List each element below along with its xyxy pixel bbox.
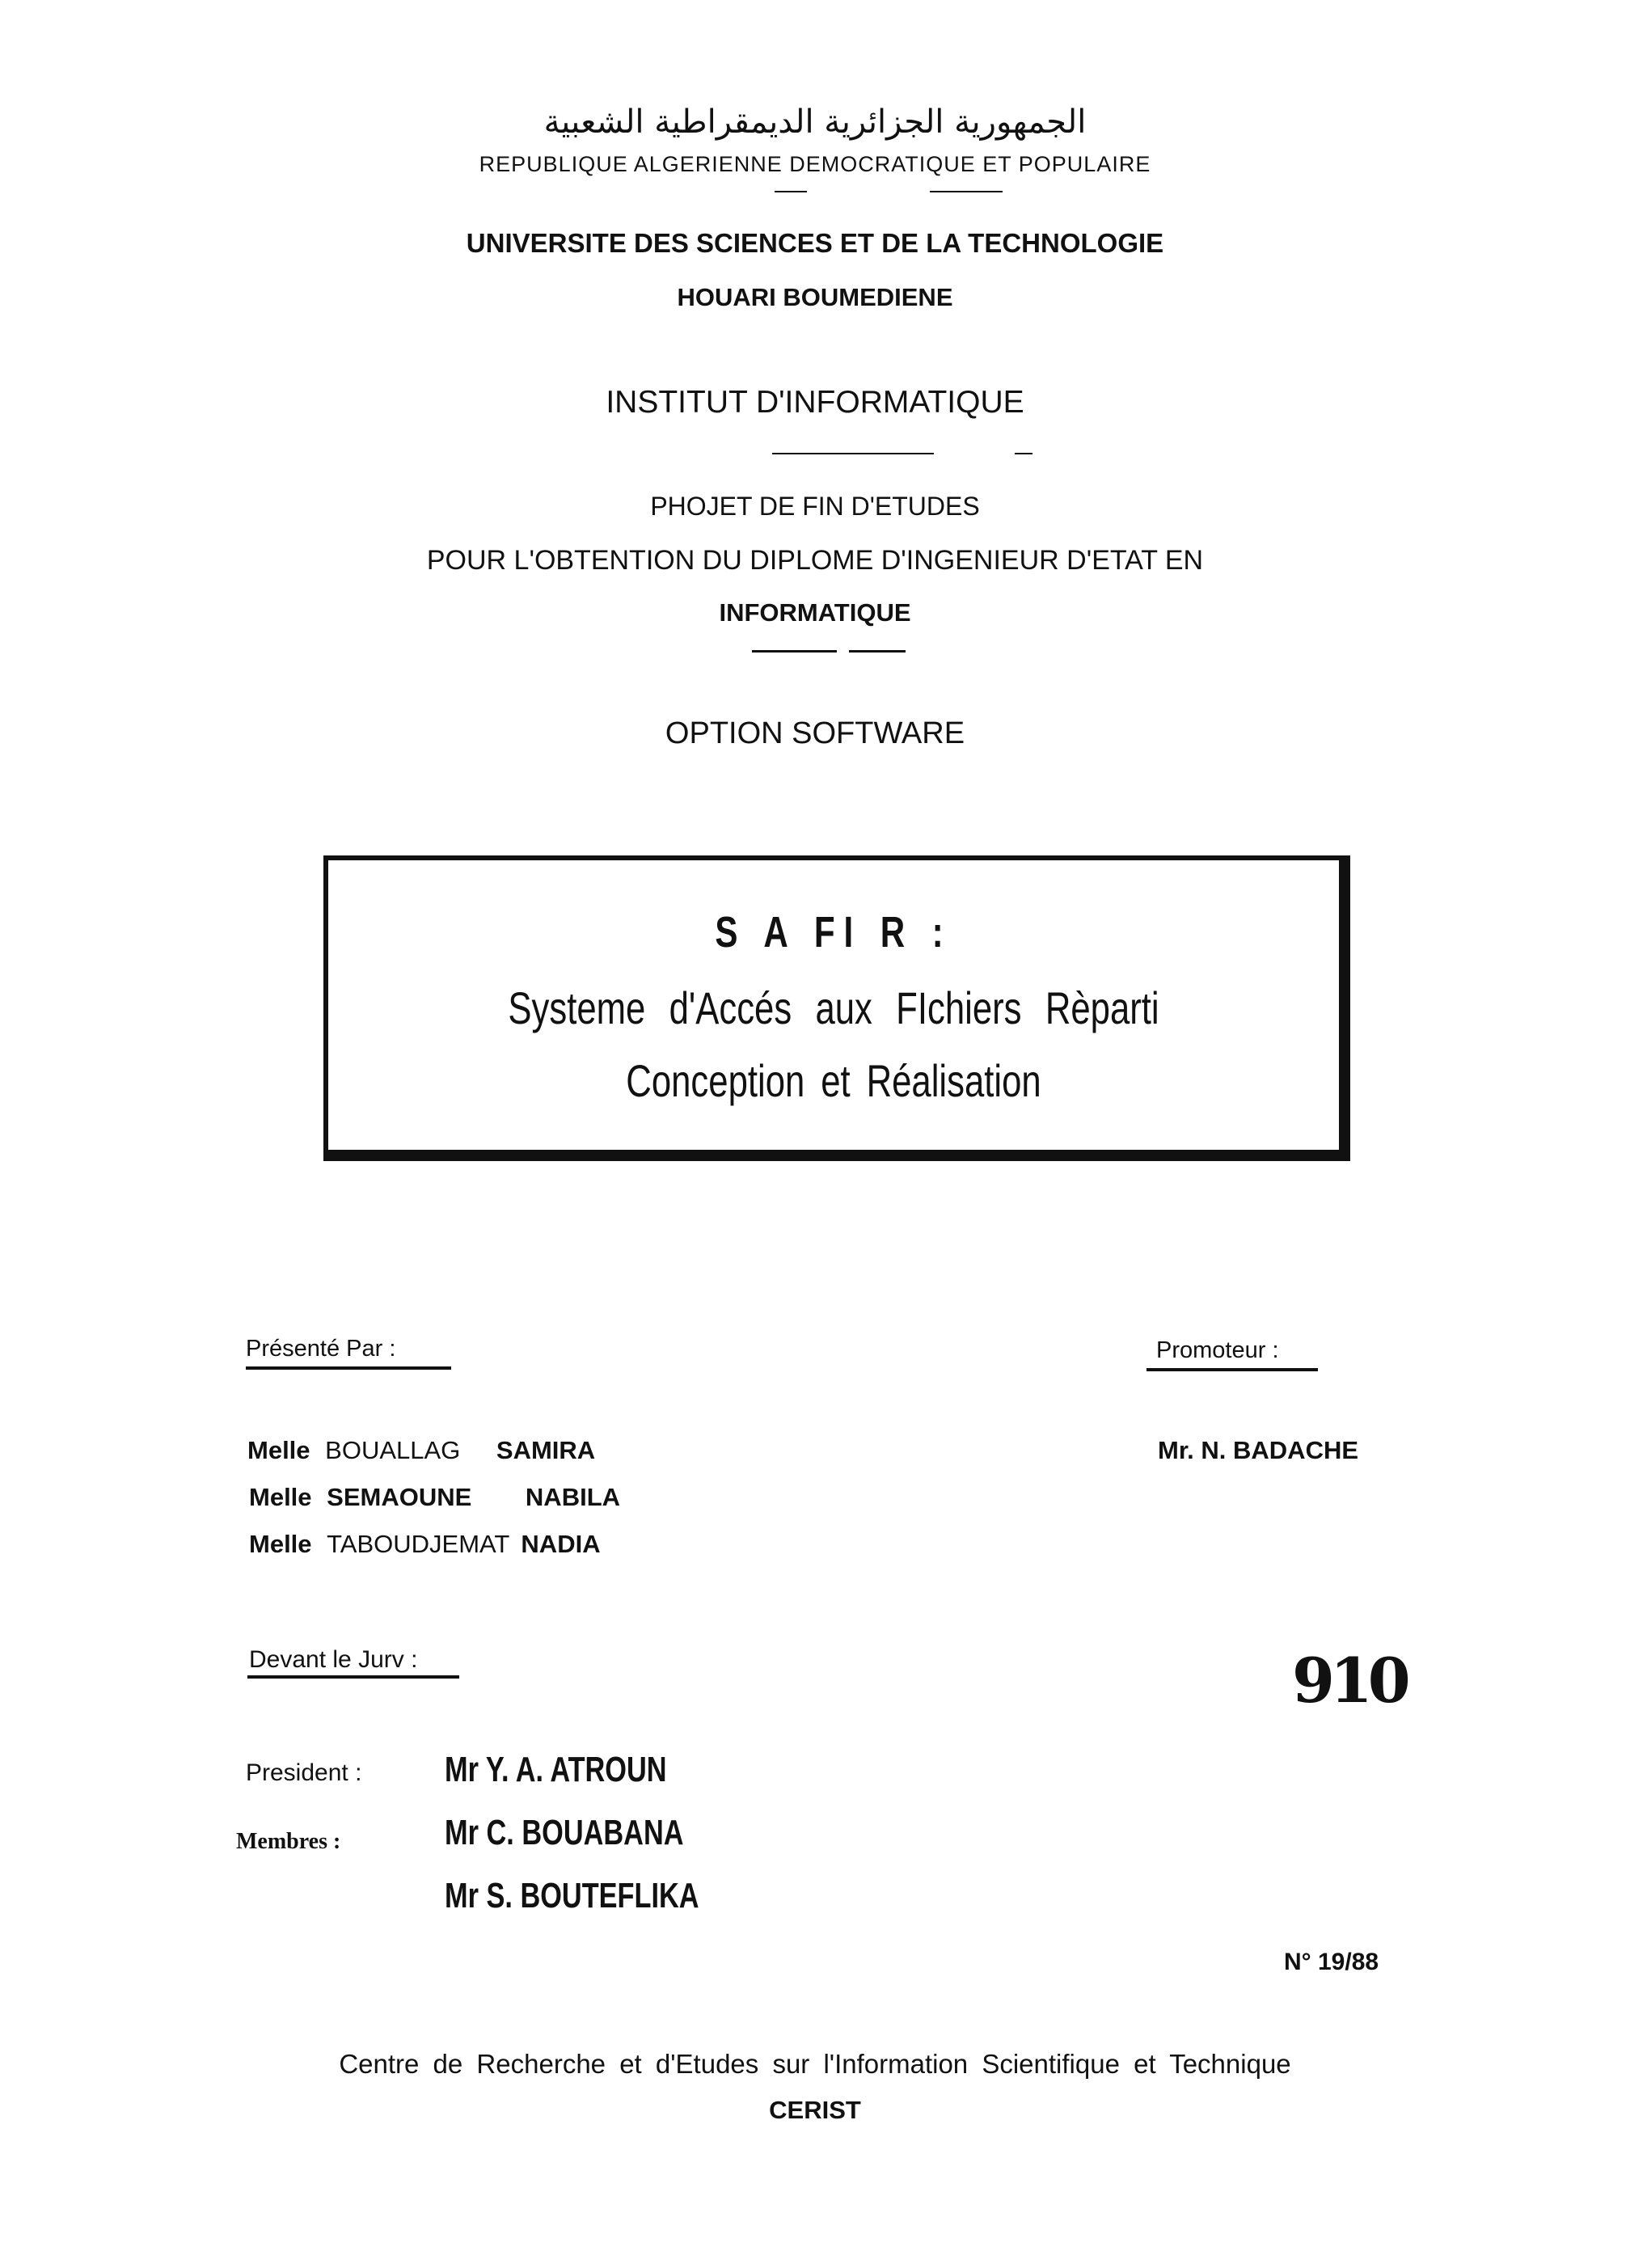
student-2 xyxy=(249,1483,620,1512)
president-label: President : xyxy=(246,1759,362,1786)
arabic-title: الجمهورية الجزائرية الديمقراطية الشعبية xyxy=(543,103,1087,141)
option-label: OPTION SOFTWARE xyxy=(665,716,965,750)
ornament-dashes xyxy=(930,191,1003,192)
student-2-title: Melle xyxy=(249,1483,312,1511)
promoteur-underline xyxy=(1146,1368,1318,1371)
document-number: N° 19/88 xyxy=(1284,1949,1379,1975)
student-2-last: SEMAOUNE xyxy=(327,1483,472,1511)
student-3-title: Melle xyxy=(249,1530,312,1558)
handwritten-number: 910 xyxy=(1292,1645,1406,1717)
ornament-line-1 xyxy=(772,453,934,454)
student-3-first: NADIA xyxy=(521,1530,601,1558)
title-subtitle-2: Conception et Réalisation xyxy=(626,1055,1041,1106)
presented-label: Présenté Par : xyxy=(246,1336,396,1362)
footer-acronym: CERIST xyxy=(769,2096,861,2124)
ornament-swash-2 xyxy=(849,650,906,653)
student-1-title: Melle xyxy=(247,1436,310,1464)
student-3-last: TABOUDJEMAT xyxy=(327,1530,509,1558)
student-3 xyxy=(249,1530,601,1559)
ornament-line-2 xyxy=(1015,453,1032,454)
jury-member-1: Mr C. BOUABANA xyxy=(445,1813,684,1852)
student-1-first: SAMIRA xyxy=(496,1436,596,1464)
promoteur-name: Mr. N. BADACHE xyxy=(1158,1436,1359,1464)
title-subtitle: Systeme d'Accés aux FIchiers Rèparti xyxy=(508,982,1159,1033)
footer-centre: Centre de Recherche et d'Etudes sur l'Information Scientifique et Technique xyxy=(339,2049,1291,2079)
student-1 xyxy=(247,1436,595,1465)
republic-title: REPUBLIQUE ALGERIENNE DEMOCRATIQUE ET POPULAIRE xyxy=(479,152,1151,176)
project-field: INFORMATIQUE xyxy=(719,598,911,627)
university-subname: HOUARI BOUMEDIENE xyxy=(677,283,953,311)
jury-label: Devant le Jurv : xyxy=(249,1646,418,1673)
members-label: Membres : xyxy=(236,1829,341,1854)
project-purpose: POUR L'OBTENTION DU DIPLOME D'INGENIEUR D'ETAT EN xyxy=(426,545,1204,576)
title-box xyxy=(323,855,1350,1161)
ornament-swash-1 xyxy=(752,650,837,653)
title-acronym: S A FI R : xyxy=(715,908,952,957)
institute-name: INSTITUT D'INFORMATIQUE xyxy=(606,385,1024,420)
student-2-first: NABILA xyxy=(525,1483,621,1511)
ornament-dots xyxy=(775,191,807,192)
jury-president: Mr Y. A. ATROUN xyxy=(445,1750,667,1789)
promoteur-label: Promoteur : xyxy=(1156,1337,1279,1363)
jury-underline xyxy=(247,1675,459,1679)
presented-underline xyxy=(246,1366,451,1370)
student-1-last: BOUALLAG xyxy=(325,1436,461,1464)
university-name: UNIVERSITE DES SCIENCES ET DE LA TECHNOLOGIE xyxy=(466,228,1164,258)
jury-member-2: Mr S. BOUTEFLIKA xyxy=(445,1876,699,1915)
project-type: PHOJET DE FIN D'ETUDES xyxy=(650,492,980,521)
